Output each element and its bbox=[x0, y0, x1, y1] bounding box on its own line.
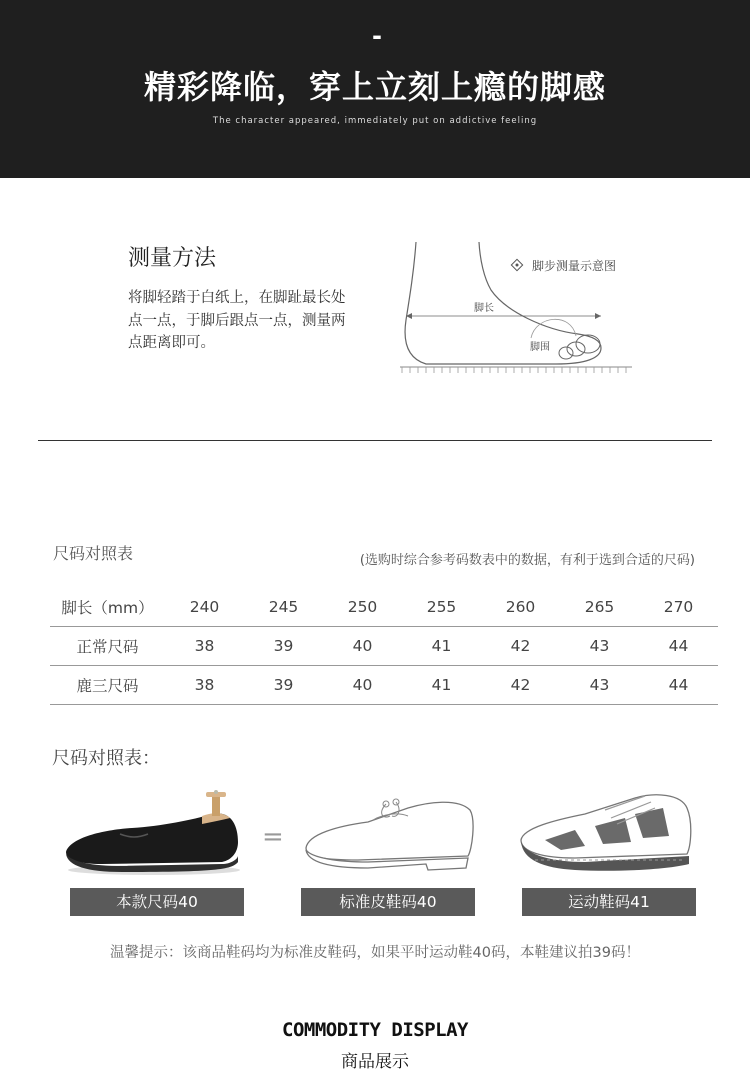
table-cell: 250 bbox=[323, 588, 402, 627]
display-heading-cn: 商品展示 bbox=[341, 1052, 409, 1072]
table-cell: 41 bbox=[402, 666, 481, 705]
size-chart-note: (选购时综合参考码数表中的数据，有利于选到合适的尺码) bbox=[359, 553, 695, 568]
row-label: 鹿三尺码 bbox=[50, 666, 165, 705]
banner-dash: - bbox=[372, 22, 382, 50]
foot-measurement-diagram bbox=[396, 240, 636, 375]
measure-title: 测量方法 bbox=[128, 246, 217, 271]
table-cell: 42 bbox=[481, 666, 560, 705]
table-cell: 41 bbox=[402, 627, 481, 666]
loafer-shoe-image bbox=[62, 790, 240, 882]
banner-subtitle: The character appeared, immediately put on addictive feeling bbox=[212, 116, 538, 126]
table-cell: 40 bbox=[323, 666, 402, 705]
dress-shoe-image bbox=[298, 790, 476, 882]
ground-hatch bbox=[402, 367, 626, 373]
table-cell: 40 bbox=[323, 627, 402, 666]
label-this-size: 本款尺码40 bbox=[70, 888, 244, 916]
table-cell: 270 bbox=[639, 588, 718, 627]
label-sneaker-size: 运动鞋码41 bbox=[522, 888, 696, 916]
table-cell: 43 bbox=[560, 627, 639, 666]
table-cell: 43 bbox=[560, 666, 639, 705]
table-cell: 38 bbox=[165, 666, 244, 705]
table-cell: 240 bbox=[165, 588, 244, 627]
foot-length-label: 脚长 bbox=[474, 303, 494, 314]
size-table bbox=[50, 588, 718, 705]
table-row bbox=[50, 627, 718, 666]
table-row bbox=[50, 588, 718, 627]
equals-sign: = bbox=[262, 822, 284, 852]
compare-title: 尺码对照表： bbox=[52, 748, 160, 769]
table-cell: 265 bbox=[560, 588, 639, 627]
section-divider bbox=[38, 440, 712, 441]
size-tip: 温馨提示：该商品鞋码均为标准皮鞋码，如果平时运动鞋40码，本鞋建议拍39码！ bbox=[110, 945, 640, 961]
row-label: 正常尺码 bbox=[50, 627, 165, 666]
table-cell: 44 bbox=[639, 627, 718, 666]
table-cell: 44 bbox=[639, 666, 718, 705]
diamond-icon bbox=[511, 259, 522, 270]
table-cell: 245 bbox=[244, 588, 323, 627]
table-cell: 39 bbox=[244, 627, 323, 666]
size-chart-title: 尺码对照表 bbox=[53, 544, 134, 563]
table-cell: 255 bbox=[402, 588, 481, 627]
table-cell: 42 bbox=[481, 627, 560, 666]
table-row bbox=[50, 666, 718, 705]
row-label: 脚长（mm） bbox=[50, 588, 165, 627]
diagram-caption: 脚步测量示意图 bbox=[532, 259, 617, 273]
label-dress-shoe-size: 标准皮鞋码40 bbox=[301, 888, 475, 916]
sneaker-image bbox=[515, 790, 693, 882]
measure-description: 将脚轻踏于白纸上，在脚趾最长处点一点，于脚后跟点一点，测量两点距离即可。 bbox=[128, 290, 346, 351]
banner-title: 精彩降临，穿上立刻上瘾的脚感 bbox=[143, 68, 606, 106]
table-cell: 39 bbox=[244, 666, 323, 705]
display-heading-en: COMMODITY DISPLAY bbox=[282, 1019, 468, 1041]
table-cell: 260 bbox=[481, 588, 560, 627]
table-cell: 38 bbox=[165, 627, 244, 666]
foot-girth-label: 脚围 bbox=[530, 342, 550, 353]
